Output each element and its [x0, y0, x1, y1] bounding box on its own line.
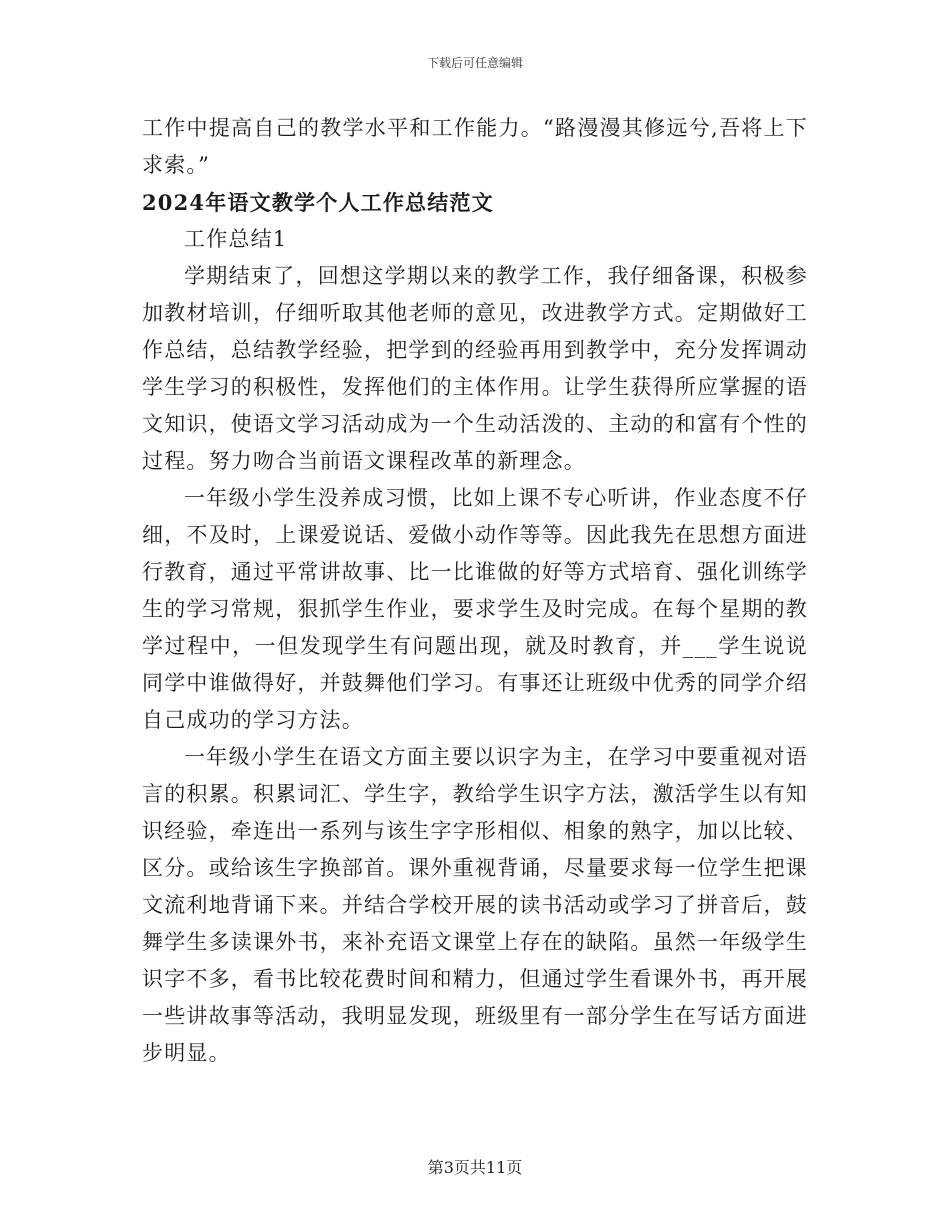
body-paragraph-2: 一年级小学生没养成习惯，比如上课不专心听讲，作业态度不仔细，不及时，上课爱说话、爱做小动作等等。因此我先在思想方面进行教育，通过平常讲故事、比一比谁做的好等方式培育、强化训练学生的学习常规，狠抓学生作业，要求学生及时完成。在每个星期的教学过程中，一但发现学生有问题出现，就及时教育，并___学生说说同学中谁做得好，并鼓舞他们学习。有事还让班级中优秀的同学介绍自己成功的学习方法。 [142, 486, 808, 732]
document-title: 2024年语文教学个人工作总结范文 [142, 190, 494, 215]
body-paragraph-1: 学期结束了，回想这学期以来的教学工作，我仔细备课，积极参加教材培训，仔细听取其他老师的意见，改进教学方式。定期做好工作总结，总结教学经验，把学到的经验再用到教学中，充分发挥调动学生学习的积极性，发挥他们的主体作用。让学生获得所应掌握的语文知识，使语文学习活动成为一个生动活泼的、主动的和富有个性的过程。努力吻合当前语文课程改革的新理念。 [142, 264, 808, 473]
page-header-note: 下载后可任意编辑 [426, 56, 523, 70]
document-body [142, 110, 808, 1072]
page-footer-number: 第3页共11页 [427, 1158, 523, 1177]
body-paragraph-3: 一年级小学生在语文方面主要以识字为主，在学习中要重视对语言的积累。积累词汇、学生字，教给学生识字方法，激活学生以有知识经验，牵连出一系列与该生字字形相似、相象的熟字，加以比较、区分。或给该生字换部首。课外重视背诵，尽量要求每一位学生把课文流利地背诵下来。并结合学校开展的读书活动或学习了拼音后，鼓舞学生多读课外书，来补充语文课堂上存在的缺陷。虽然一年级学生识字不多，看书比较花费时间和精力，但通过学生看课外书，再开展一些讲故事等活动，我明显发现，班级里有一部分学生在写话方面进步明显。 [142, 745, 808, 1065]
intro-paragraph-tail: 工作中提高自己的教学水平和工作能力。“路漫漫其修远兮,吾将上下求索。” [142, 116, 808, 177]
section-label: 工作总结1 [184, 227, 288, 251]
